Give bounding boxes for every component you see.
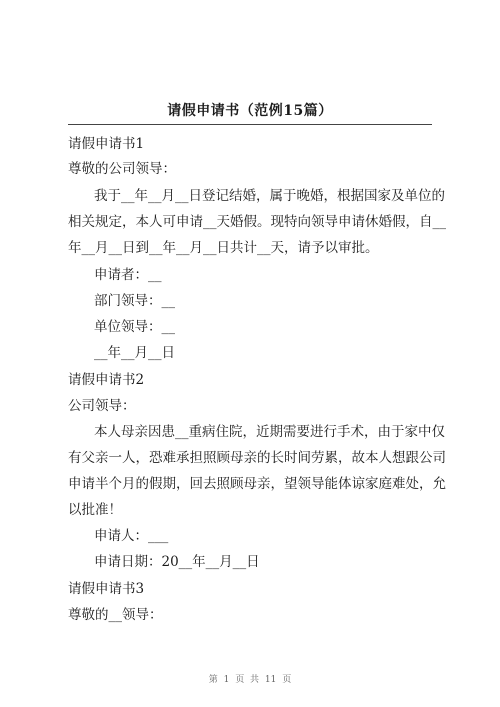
salutation-2: 公司领导： (68, 398, 136, 414)
body-line: 以批准！ (68, 502, 122, 518)
title-divider (68, 124, 432, 125)
section-heading-1: 请假申请书1 (68, 136, 145, 152)
applicant-line: 申请者：__ (94, 267, 162, 283)
body-line: 相关规定，本人可申请__天婚假。现特向领导申请休婚假，自__ (68, 214, 446, 230)
applicant-line: 申请人：___ (94, 528, 169, 544)
section-heading-2: 请假申请书2 (68, 372, 145, 388)
date-line: __年__月__日 (94, 345, 175, 361)
body-line: 有父亲一人，恐难承担照顾母亲的长时间劳累，故本人想跟公司 (68, 450, 446, 466)
body-line: 本人母亲因患__重病住院，近期需要进行手术，由于家中仅 (94, 424, 445, 440)
document-title: 请假申请书（范例15篇） (167, 103, 333, 119)
unit-leader-line: 单位领导：__ (94, 319, 175, 335)
page-footer: 第 1 页 共 11 页 (208, 675, 292, 685)
salutation-3: 尊敬的__领导： (68, 607, 163, 623)
body-line: 申请半个月的假期，回去照顾母亲，望领导能体谅家庭难处，允 (68, 476, 446, 492)
department-leader-line: 部门领导：__ (94, 293, 175, 309)
section-heading-3: 请假申请书3 (68, 581, 145, 597)
body-line: 我于__年__月__日登记结婚，属于晚婚，根据国家及单位的 (94, 188, 445, 204)
body-line: 年__月__日到__年__月__日共计__天，请予以审批。 (68, 240, 379, 256)
salutation-1: 尊敬的公司领导： (68, 161, 176, 177)
application-date-line: 申请日期：20__年__月__日 (94, 554, 260, 570)
